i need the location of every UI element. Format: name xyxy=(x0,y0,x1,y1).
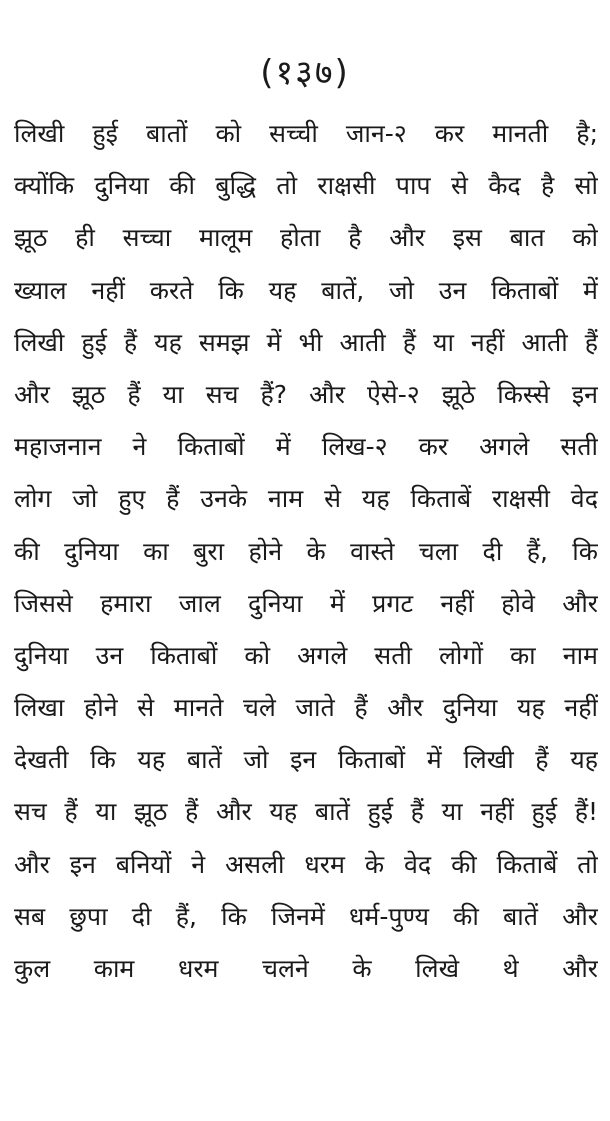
text-line: लिखी हुई बातों को सच्ची जान-२ कर मानती है; xyxy=(14,119,598,148)
body-text xyxy=(14,108,598,995)
text-line: लिखी हुई हैं यह समझ में भी आती हैं या नहीं आती हैं xyxy=(14,327,598,357)
text-line: सच हैं या झूठ हैं और यह बातें हुई हैं या नहीं हुई हैं! xyxy=(14,797,598,827)
text-line: लोग जो हुए हैं उनके नाम से यह किताबें राक्षसी वेद xyxy=(14,484,598,514)
text-line: क्योंकि दुनिया की बुद्धि तो राक्षसी पाप से कैद है सो xyxy=(14,171,598,201)
text-line: ख्याल नहीं करते कि यह बातें, जो उन किताबों में xyxy=(14,275,598,305)
text-line: सब छुपा दी हैं, कि जिनमें धर्म-पुण्य की बातें और xyxy=(14,901,598,931)
text-line: और झूठ हैं या सच हैं? और ऐसे-२ झूठे किस्से इन xyxy=(14,379,598,409)
text-line: कुल काम धरम चलने के लिखे थे और xyxy=(14,954,598,983)
text-line: और इन बनियों ने असली धरम के वेद की किताबें तो xyxy=(14,849,598,879)
text-line: देखती कि यह बातें जो इन किताबों में लिखी हैं यह xyxy=(14,745,598,775)
text-line: लिखा होने से मानते चले जाते हैं और दुनिया यह नहीं xyxy=(14,693,598,723)
text-line: दुनिया उन किताबों को अगले सती लोगों का नाम xyxy=(14,640,598,670)
text-line: जिससे हमारा जाल दुनिया में प्रगट नहीं होवे और xyxy=(14,588,598,618)
text-line: महाजनान ने किताबों में लिख-२ कर अगले सती xyxy=(14,432,598,462)
text-line: झूठ ही सच्चा मालूम होता है और इस बात को xyxy=(14,223,598,253)
text-line: की दुनिया का बुरा होने के वास्ते चला दी हैं, कि xyxy=(14,536,598,566)
page-number: (१३७) xyxy=(260,53,350,93)
